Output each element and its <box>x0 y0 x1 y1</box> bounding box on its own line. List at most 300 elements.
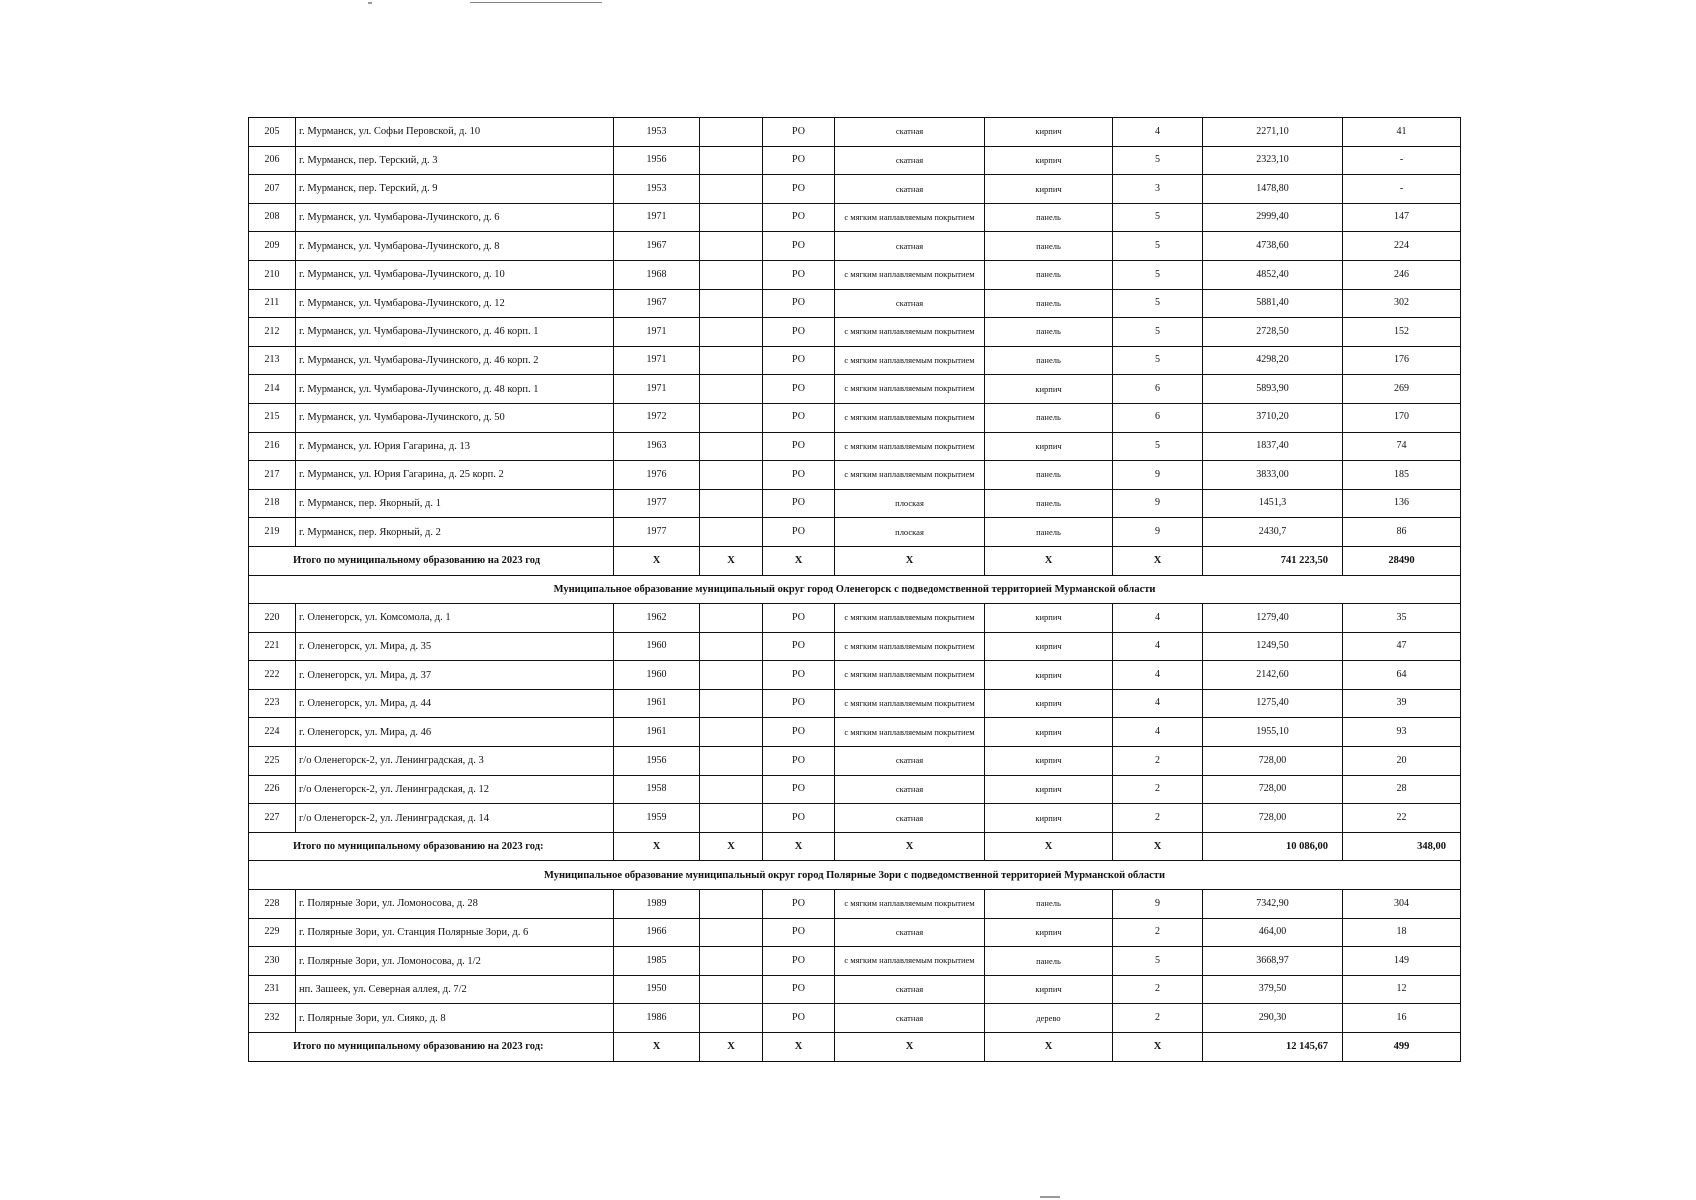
year-cell: 1977 <box>614 489 700 518</box>
year-cell: 1971 <box>614 375 700 404</box>
table-row <box>249 890 1461 919</box>
fund-cell: РО <box>763 489 835 518</box>
roof-type-cell: скатная <box>835 1004 985 1033</box>
fund-cell: РО <box>763 432 835 461</box>
table-row <box>249 604 1461 633</box>
empty-cell <box>700 661 763 690</box>
empty-cell <box>700 890 763 919</box>
table-row <box>249 804 1461 833</box>
fund-cell: РО <box>763 804 835 833</box>
floors-cell: 2 <box>1113 975 1203 1004</box>
table-row <box>249 232 1461 261</box>
table-row <box>249 518 1461 547</box>
table-row <box>249 975 1461 1004</box>
empty-cell <box>700 203 763 232</box>
row-number: 214 <box>249 375 296 404</box>
floors-cell: 4 <box>1113 689 1203 718</box>
wall-material-cell: панель <box>985 318 1113 347</box>
wall-material-cell: панель <box>985 346 1113 375</box>
roof-type-cell: скатная <box>835 289 985 318</box>
year-cell: 1960 <box>614 632 700 661</box>
floors-cell: 9 <box>1113 489 1203 518</box>
year-cell: 1971 <box>614 346 700 375</box>
fund-cell: РО <box>763 947 835 976</box>
residents-cell: - <box>1343 175 1461 204</box>
address-cell: г. Мурманск, пер. Якорный, д. 2 <box>296 518 614 547</box>
empty-cell <box>700 975 763 1004</box>
x-mark: X <box>835 832 985 861</box>
address-cell: г. Оленегорск, ул. Мира, д. 37 <box>296 661 614 690</box>
wall-material-cell: панель <box>985 232 1113 261</box>
year-cell: 1960 <box>614 661 700 690</box>
wall-material-cell: кирпич <box>985 146 1113 175</box>
address-cell: г. Мурманск, пер. Терский, д. 9 <box>296 175 614 204</box>
wall-material-cell: кирпич <box>985 604 1113 633</box>
table-row <box>249 432 1461 461</box>
roof-type-cell: с мягким наплавляемым покрытием <box>835 346 985 375</box>
residents-cell: - <box>1343 146 1461 175</box>
year-cell: 1972 <box>614 403 700 432</box>
fund-cell: РО <box>763 689 835 718</box>
address-cell: г. Мурманск, пер. Якорный, д. 1 <box>296 489 614 518</box>
year-cell: 1959 <box>614 804 700 833</box>
row-number: 212 <box>249 318 296 347</box>
wall-material-cell: панель <box>985 461 1113 490</box>
wall-material-cell: панель <box>985 518 1113 547</box>
total-label: Итого по муниципальному образованию на 2023 год <box>249 546 614 575</box>
empty-cell <box>700 118 763 147</box>
fund-cell: РО <box>763 661 835 690</box>
year-cell: 1985 <box>614 947 700 976</box>
table-row <box>249 118 1461 147</box>
empty-cell <box>700 489 763 518</box>
year-cell: 1986 <box>614 1004 700 1033</box>
roof-type-cell: с мягким наплавляемым покрытием <box>835 890 985 919</box>
total-row <box>249 832 1461 861</box>
x-mark: X <box>1113 1033 1203 1062</box>
roof-type-cell: скатная <box>835 118 985 147</box>
area-cell: 1275,40 <box>1203 689 1343 718</box>
x-mark: X <box>1113 832 1203 861</box>
wall-material-cell: кирпич <box>985 718 1113 747</box>
row-number: 216 <box>249 432 296 461</box>
residents-cell: 93 <box>1343 718 1461 747</box>
address-cell: г. Мурманск, ул. Чумбарова-Лучинского, д. 48 корп. 1 <box>296 375 614 404</box>
fund-cell: РО <box>763 232 835 261</box>
wall-material-cell: дерево <box>985 1004 1113 1033</box>
roof-type-cell: с мягким наплавляемым покрытием <box>835 718 985 747</box>
floors-cell: 2 <box>1113 747 1203 776</box>
table-row <box>249 747 1461 776</box>
total-residents: 499 <box>1343 1033 1461 1062</box>
wall-material-cell: панель <box>985 947 1113 976</box>
empty-cell <box>700 604 763 633</box>
floors-cell: 9 <box>1113 461 1203 490</box>
area-cell: 1249,50 <box>1203 632 1343 661</box>
floors-cell: 3 <box>1113 175 1203 204</box>
residents-cell: 41 <box>1343 118 1461 147</box>
row-number: 223 <box>249 689 296 718</box>
fund-cell: РО <box>763 747 835 776</box>
table-row <box>249 461 1461 490</box>
floors-cell: 2 <box>1113 804 1203 833</box>
wall-material-cell: кирпич <box>985 975 1113 1004</box>
area-cell: 2323,10 <box>1203 146 1343 175</box>
residents-cell: 86 <box>1343 518 1461 547</box>
roof-type-cell: скатная <box>835 804 985 833</box>
row-number: 226 <box>249 775 296 804</box>
area-cell: 1955,10 <box>1203 718 1343 747</box>
floors-cell: 5 <box>1113 289 1203 318</box>
address-cell: г. Оленегорск, ул. Мира, д. 35 <box>296 632 614 661</box>
section-header-row <box>249 861 1461 890</box>
wall-material-cell: панель <box>985 403 1113 432</box>
area-cell: 728,00 <box>1203 747 1343 776</box>
roof-type-cell: с мягким наплавляемым покрытием <box>835 318 985 347</box>
roof-type-cell: с мягким наплавляемым покрытием <box>835 203 985 232</box>
empty-cell <box>700 632 763 661</box>
area-cell: 2999,40 <box>1203 203 1343 232</box>
year-cell: 1953 <box>614 118 700 147</box>
roof-type-cell: плоская <box>835 518 985 547</box>
roof-type-cell: с мягким наплавляемым покрытием <box>835 604 985 633</box>
address-cell: г. Мурманск, ул. Юрия Гагарина, д. 25 корп. 2 <box>296 461 614 490</box>
year-cell: 1953 <box>614 175 700 204</box>
floors-cell: 5 <box>1113 947 1203 976</box>
empty-cell <box>700 289 763 318</box>
empty-cell <box>700 747 763 776</box>
row-number: 213 <box>249 346 296 375</box>
fund-cell: РО <box>763 775 835 804</box>
address-cell: г. Полярные Зори, ул. Ломоносова, д. 28 <box>296 890 614 919</box>
roof-type-cell: с мягким наплавляемым покрытием <box>835 403 985 432</box>
x-mark: X <box>763 1033 835 1062</box>
address-cell: г. Мурманск, ул. Софьи Перовской, д. 10 <box>296 118 614 147</box>
x-mark: X <box>700 1033 763 1062</box>
roof-type-cell: скатная <box>835 747 985 776</box>
roof-type-cell: с мягким наплавляемым покрытием <box>835 375 985 404</box>
fund-cell: РО <box>763 718 835 747</box>
x-mark: X <box>835 1033 985 1062</box>
year-cell: 1963 <box>614 432 700 461</box>
fund-cell: РО <box>763 346 835 375</box>
x-mark: X <box>1113 546 1203 575</box>
wall-material-cell: кирпич <box>985 689 1113 718</box>
year-cell: 1967 <box>614 232 700 261</box>
year-cell: 1976 <box>614 461 700 490</box>
residents-cell: 74 <box>1343 432 1461 461</box>
area-cell: 5881,40 <box>1203 289 1343 318</box>
x-mark: X <box>985 1033 1113 1062</box>
residents-cell: 185 <box>1343 461 1461 490</box>
empty-cell <box>700 232 763 261</box>
residents-cell: 170 <box>1343 403 1461 432</box>
area-cell: 5893,90 <box>1203 375 1343 404</box>
fund-cell: РО <box>763 175 835 204</box>
address-cell: г. Мурманск, ул. Чумбарова-Лучинского, д. 12 <box>296 289 614 318</box>
roof-type-cell: с мягким наплавляемым покрытием <box>835 947 985 976</box>
wall-material-cell: кирпич <box>985 918 1113 947</box>
total-row <box>249 546 1461 575</box>
year-cell: 1956 <box>614 747 700 776</box>
residents-cell: 147 <box>1343 203 1461 232</box>
row-number: 215 <box>249 403 296 432</box>
row-number: 217 <box>249 461 296 490</box>
empty-cell <box>700 689 763 718</box>
address-cell: г. Мурманск, ул. Чумбарова-Лучинского, д. 46 корп. 1 <box>296 318 614 347</box>
table-row <box>249 146 1461 175</box>
wall-material-cell: панель <box>985 260 1113 289</box>
fund-cell: РО <box>763 146 835 175</box>
row-number: 222 <box>249 661 296 690</box>
section-title: Муниципальное образование муниципальный округ город Полярные Зори с подведомственной территорией Мурманской области <box>249 861 1461 890</box>
table-row <box>249 918 1461 947</box>
empty-cell <box>700 403 763 432</box>
table-row <box>249 947 1461 976</box>
table-row <box>249 403 1461 432</box>
x-mark: X <box>614 832 700 861</box>
floors-cell: 5 <box>1113 232 1203 261</box>
row-number: 206 <box>249 146 296 175</box>
area-cell: 290,30 <box>1203 1004 1343 1033</box>
roof-type-cell: скатная <box>835 918 985 947</box>
empty-cell <box>700 260 763 289</box>
fund-cell: РО <box>763 1004 835 1033</box>
empty-cell <box>700 432 763 461</box>
area-cell: 3668,97 <box>1203 947 1343 976</box>
total-area: 741 223,50 <box>1203 546 1343 575</box>
address-cell: г. Полярные Зори, ул. Сияко, д. 8 <box>296 1004 614 1033</box>
address-cell: г/о Оленегорск-2, ул. Ленинградская, д. 3 <box>296 747 614 776</box>
area-cell: 2142,60 <box>1203 661 1343 690</box>
wall-material-cell: кирпич <box>985 661 1113 690</box>
floors-cell: 5 <box>1113 260 1203 289</box>
row-number: 224 <box>249 718 296 747</box>
roof-type-cell: скатная <box>835 975 985 1004</box>
roof-type-cell: с мягким наплавляемым покрытием <box>835 632 985 661</box>
wall-material-cell: панель <box>985 289 1113 318</box>
year-cell: 1950 <box>614 975 700 1004</box>
fund-cell: РО <box>763 918 835 947</box>
row-number: 207 <box>249 175 296 204</box>
year-cell: 1962 <box>614 604 700 633</box>
row-number: 227 <box>249 804 296 833</box>
empty-cell <box>700 947 763 976</box>
area-cell: 1451,3 <box>1203 489 1343 518</box>
total-residents: 348,00 <box>1343 832 1461 861</box>
fund-cell: РО <box>763 461 835 490</box>
housing-register-table <box>248 117 1461 1062</box>
table-body <box>249 118 1461 1062</box>
floors-cell: 4 <box>1113 604 1203 633</box>
fund-cell: РО <box>763 890 835 919</box>
address-cell: г. Мурманск, ул. Чумбарова-Лучинского, д. 8 <box>296 232 614 261</box>
row-number: 229 <box>249 918 296 947</box>
year-cell: 1989 <box>614 890 700 919</box>
floors-cell: 5 <box>1113 432 1203 461</box>
area-cell: 2728,50 <box>1203 318 1343 347</box>
table-row <box>249 375 1461 404</box>
total-row <box>249 1033 1461 1062</box>
section-title: Муниципальное образование муниципальный округ город Оленегорск с подведомственной территорией Мурманской области <box>249 575 1461 604</box>
row-number: 220 <box>249 604 296 633</box>
table-row <box>249 318 1461 347</box>
row-number: 219 <box>249 518 296 547</box>
residents-cell: 39 <box>1343 689 1461 718</box>
wall-material-cell: кирпич <box>985 804 1113 833</box>
total-area: 10 086,00 <box>1203 832 1343 861</box>
x-mark: X <box>614 1033 700 1062</box>
floors-cell: 4 <box>1113 632 1203 661</box>
area-cell: 1279,40 <box>1203 604 1343 633</box>
year-cell: 1971 <box>614 318 700 347</box>
residents-cell: 16 <box>1343 1004 1461 1033</box>
year-cell: 1956 <box>614 146 700 175</box>
fund-cell: РО <box>763 118 835 147</box>
address-cell: нп. Зашеек, ул. Северная аллея, д. 7/2 <box>296 975 614 1004</box>
floors-cell: 5 <box>1113 203 1203 232</box>
floors-cell: 9 <box>1113 890 1203 919</box>
floors-cell: 4 <box>1113 718 1203 747</box>
residents-cell: 269 <box>1343 375 1461 404</box>
area-cell: 4298,20 <box>1203 346 1343 375</box>
area-cell: 4852,40 <box>1203 260 1343 289</box>
residents-cell: 136 <box>1343 489 1461 518</box>
table-row <box>249 775 1461 804</box>
scan-artifact-dot <box>368 2 372 4</box>
fund-cell: РО <box>763 203 835 232</box>
residents-cell: 64 <box>1343 661 1461 690</box>
roof-type-cell: скатная <box>835 775 985 804</box>
address-cell: г/о Оленегорск-2, ул. Ленинградская, д. 12 <box>296 775 614 804</box>
year-cell: 1958 <box>614 775 700 804</box>
fund-cell: РО <box>763 289 835 318</box>
address-cell: г. Полярные Зори, ул. Станция Полярные Зори, д. 6 <box>296 918 614 947</box>
wall-material-cell: кирпич <box>985 632 1113 661</box>
wall-material-cell: кирпич <box>985 118 1113 147</box>
floors-cell: 9 <box>1113 518 1203 547</box>
area-cell: 2430,7 <box>1203 518 1343 547</box>
table-row <box>249 289 1461 318</box>
year-cell: 1977 <box>614 518 700 547</box>
wall-material-cell: кирпич <box>985 775 1113 804</box>
table-row <box>249 203 1461 232</box>
year-cell: 1971 <box>614 203 700 232</box>
row-number: 228 <box>249 890 296 919</box>
x-mark: X <box>763 546 835 575</box>
fund-cell: РО <box>763 632 835 661</box>
floors-cell: 5 <box>1113 146 1203 175</box>
roof-type-cell: с мягким наплавляемым покрытием <box>835 461 985 490</box>
table-row <box>249 1004 1461 1033</box>
roof-type-cell: скатная <box>835 232 985 261</box>
roof-type-cell: с мягким наплавляемым покрытием <box>835 661 985 690</box>
fund-cell: РО <box>763 518 835 547</box>
floors-cell: 2 <box>1113 1004 1203 1033</box>
total-area: 12 145,67 <box>1203 1033 1343 1062</box>
year-cell: 1966 <box>614 918 700 947</box>
fund-cell: РО <box>763 604 835 633</box>
empty-cell <box>700 1004 763 1033</box>
roof-type-cell: скатная <box>835 175 985 204</box>
section-header-row <box>249 575 1461 604</box>
residents-cell: 28 <box>1343 775 1461 804</box>
residents-cell: 12 <box>1343 975 1461 1004</box>
table-row <box>249 346 1461 375</box>
wall-material-cell: кирпич <box>985 747 1113 776</box>
row-number: 210 <box>249 260 296 289</box>
empty-cell <box>700 918 763 947</box>
area-cell: 379,50 <box>1203 975 1343 1004</box>
empty-cell <box>700 461 763 490</box>
residents-cell: 22 <box>1343 804 1461 833</box>
address-cell: г. Полярные Зори, ул. Ломоносова, д. 1/2 <box>296 947 614 976</box>
empty-cell <box>700 518 763 547</box>
residents-cell: 302 <box>1343 289 1461 318</box>
area-cell: 3710,20 <box>1203 403 1343 432</box>
row-number: 218 <box>249 489 296 518</box>
floors-cell: 6 <box>1113 375 1203 404</box>
row-number: 205 <box>249 118 296 147</box>
year-cell: 1961 <box>614 718 700 747</box>
wall-material-cell: кирпич <box>985 375 1113 404</box>
address-cell: г. Оленегорск, ул. Комсомола, д. 1 <box>296 604 614 633</box>
address-cell: г. Мурманск, пер. Терский, д. 3 <box>296 146 614 175</box>
fund-cell: РО <box>763 260 835 289</box>
floors-cell: 4 <box>1113 118 1203 147</box>
total-label: Итого по муниципальному образованию на 2023 год: <box>249 1033 614 1062</box>
area-cell: 7342,90 <box>1203 890 1343 919</box>
row-number: 231 <box>249 975 296 1004</box>
row-number: 211 <box>249 289 296 318</box>
x-mark: X <box>985 832 1113 861</box>
year-cell: 1961 <box>614 689 700 718</box>
floors-cell: 5 <box>1113 318 1203 347</box>
total-label: Итого по муниципальному образованию на 2023 год: <box>249 832 614 861</box>
x-mark: X <box>835 546 985 575</box>
address-cell: г. Оленегорск, ул. Мира, д. 46 <box>296 718 614 747</box>
table-row <box>249 489 1461 518</box>
area-cell: 2271,10 <box>1203 118 1343 147</box>
residents-cell: 152 <box>1343 318 1461 347</box>
x-mark: X <box>614 546 700 575</box>
year-cell: 1968 <box>614 260 700 289</box>
row-number: 221 <box>249 632 296 661</box>
roof-type-cell: скатная <box>835 146 985 175</box>
address-cell: г. Мурманск, ул. Чумбарова-Лучинского, д. 6 <box>296 203 614 232</box>
floors-cell: 6 <box>1113 403 1203 432</box>
row-number: 225 <box>249 747 296 776</box>
residents-cell: 176 <box>1343 346 1461 375</box>
address-cell: г. Мурманск, ул. Чумбарова-Лучинского, д. 46 корп. 2 <box>296 346 614 375</box>
row-number: 232 <box>249 1004 296 1033</box>
empty-cell <box>700 718 763 747</box>
floors-cell: 4 <box>1113 661 1203 690</box>
residents-cell: 47 <box>1343 632 1461 661</box>
scan-artifact-dot <box>1040 1196 1060 1198</box>
fund-cell: РО <box>763 975 835 1004</box>
address-cell: г. Мурманск, ул. Чумбарова-Лучинского, д. 50 <box>296 403 614 432</box>
area-cell: 728,00 <box>1203 775 1343 804</box>
floors-cell: 2 <box>1113 775 1203 804</box>
address-cell: г. Мурманск, ул. Чумбарова-Лучинского, д. 10 <box>296 260 614 289</box>
table-row <box>249 175 1461 204</box>
residents-cell: 246 <box>1343 260 1461 289</box>
area-cell: 1837,40 <box>1203 432 1343 461</box>
total-residents: 28490 <box>1343 546 1461 575</box>
area-cell: 464,00 <box>1203 918 1343 947</box>
row-number: 230 <box>249 947 296 976</box>
